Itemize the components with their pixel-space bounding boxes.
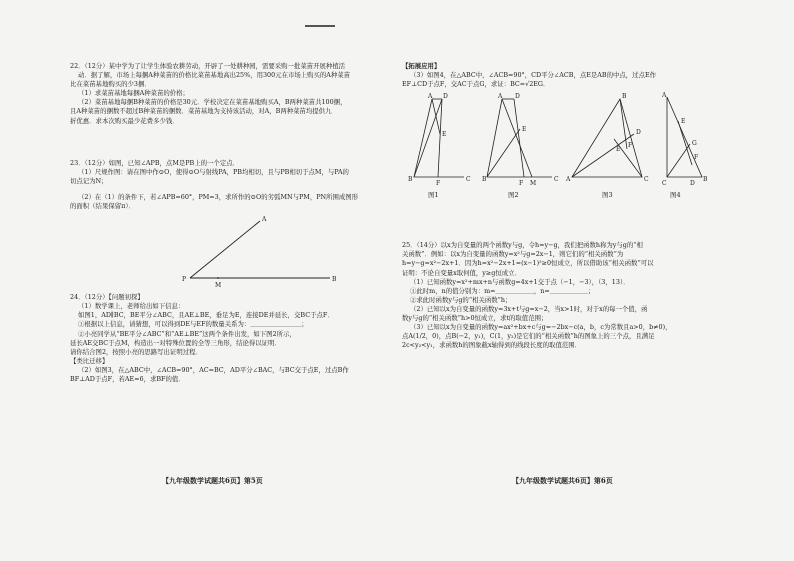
q25-line: （3）已知以x为自变量的函数y=ax²+bx+c与g=−2bx−c(a，b，c为常数且a>0，b≠0)， (410, 323, 672, 332)
svg-text:D: D (443, 93, 448, 101)
svg-text:B: B (622, 93, 627, 101)
question-24-extension (402, 62, 724, 89)
q24-line: ①根据以上信息，请猜想，可以得到DE与EF的数量关系为：＿＿＿＿＿＿＿＿； (78, 320, 308, 329)
question-23 (70, 159, 382, 211)
q23-line: （2）在（1）的条件下，若∠APB=60°，PM=3，求所作的⊙O的劣弧MN与PM，PN所围成图形 (78, 192, 359, 201)
q22-line: 且A种菜苗的捆数不超过B种菜苗的捆数．菜苗基地为支持该活动，对A，B两种菜苗均提供九 (70, 107, 332, 116)
svg-text:D: D (515, 93, 520, 101)
q24-line: ②小亮同学从“BE平分∠ABC”和“AE⊥BE”这两个条件出发，如下图2所示， (78, 329, 296, 338)
page-5 (70, 62, 382, 384)
figure-4 (661, 92, 708, 199)
q23-line: （1）尺规作图：请在图中作⊙O，使得⊙O与射线PA，PB均相切，且与PB相切于点M，与PA的 (78, 167, 349, 176)
q22-line: 折优惠．求本次购买最少花费多少钱． (70, 116, 179, 125)
q25-line: 25．（14分）以x为自变量的两个函数y与g，令h=y−g，我们把函数h称为y与g的“相 (402, 241, 643, 250)
q24-line: （1）数学课上，老师给出如下信息： (78, 302, 185, 311)
ray-pa (190, 221, 260, 278)
svg-text:E: E (442, 131, 447, 139)
svg-text:C: C (554, 176, 559, 184)
footer-page-5: 【九年级数学试题共6页】第5页 (162, 476, 263, 485)
point-m (217, 277, 219, 279)
q24-line: 【类比迁移】 (70, 356, 109, 365)
q24-line: 延长AE交BC于点M，构造出一对特殊位置的全等三角形，结论得以证明． (70, 338, 281, 347)
figure-2 (482, 93, 559, 199)
q25-line: h=y−g=x²−2x+1．因为h=x²−2x+1=(x−1)²≥0恒成立，所以借助该“相关函数”可以 (402, 259, 654, 268)
svg-text:F: F (628, 142, 633, 150)
q22-line: 动．据了解，市场上每捆A种菜苗的价格比菜苗基地高出25%，用300元在市场上购买的A种菜苗 (78, 71, 351, 80)
figure-3 (565, 93, 649, 199)
figures-row (402, 89, 724, 200)
q25-line: 点A(1/2，0)，点B(−2，y₁)，C(1，y₂)是它们的“相关函数”h的图象上的三个点，且满足 (402, 332, 655, 341)
q24-line: 如图1，AD∥BC，BE平分∠ABC，且AE⊥BE，垂足为E，连接DE并延长，交BC于点F． (78, 311, 334, 320)
svg-text:E: E (522, 126, 527, 134)
svg-text:F: F (519, 180, 524, 188)
ext-line: （3）如图4，在△ABC中，∠ACB=90°，CD平分∠ACB，点E是AB的中点，过点E作 (410, 71, 657, 80)
svg-text:C: C (466, 176, 471, 184)
label-p: P (182, 276, 187, 284)
fig4-caption: 图4 (670, 191, 681, 200)
q25-line: 关函数”．例如：以x为自变量的函数y=x²与g=2x−1，则它们的“相关函数”为 (402, 250, 624, 259)
svg-text:C: C (662, 180, 667, 188)
q23-line: 的面积（结果保留π）． (70, 202, 135, 211)
question-22 (70, 62, 382, 126)
q22-line: （2）菜苗基地每捆B种菜苗的价格是30元．学校决定在菜苗基地购买A，B两种菜苗共100捆， (78, 98, 347, 107)
q24-line: （2）如图3，在△ABC中，∠ACB=90°，AC=BC，AD平分∠BAC，与BC交于点E，过点B作 (78, 365, 349, 374)
svg-text:E: E (681, 118, 686, 126)
q24-line: 24．（12分）【问题初探】 (70, 293, 144, 302)
q23-line: 切点记为N； (70, 176, 108, 185)
page-6 (402, 62, 724, 350)
ext-line: EF⊥CD于点F，交AC于点G，求证：BC=√2EG． (402, 80, 550, 89)
svg-text:A: A (566, 176, 571, 184)
q22-line: （1）求菜苗基地每捆A种菜苗的价格； (78, 89, 189, 98)
svg-text:A: A (498, 93, 503, 101)
svg-text:B: B (703, 176, 708, 184)
q24-line: 请你结合图2，按照小亮的思路写出证明过程． (70, 347, 202, 356)
angle-apb-figure (70, 211, 382, 291)
q25-line: 数y与g的“相关函数”h>0恒成立，求t的取值范围； (402, 314, 548, 323)
q22-line: 22．（12分）某中学为了让学生体验农耕劳动，开辟了一处耕种园，需要采购一批菜苗开展种植活 (70, 62, 346, 70)
fig3-caption: 图3 (602, 191, 613, 200)
footer-page-6: 【九年级数学试题共6页】第6页 (512, 476, 613, 485)
fig1-caption: 图1 (428, 191, 439, 200)
figure-1 (408, 93, 471, 199)
label-m: M (215, 282, 222, 290)
scan-mark (305, 25, 335, 27)
svg-text:D: D (636, 129, 641, 137)
svg-text:A: A (662, 92, 667, 100)
q25-line: ②求此时函数y与g的“相关函数”h； (410, 295, 512, 304)
label-a: A (262, 216, 267, 224)
q22-line: 比在菜苗基地购买的少3捆． (70, 80, 151, 89)
svg-text:E: E (616, 146, 621, 154)
q24-line: BF⊥AD于点F，若AE=6，求BF的值． (70, 374, 185, 383)
svg-text:C: C (644, 176, 649, 184)
svg-text:B: B (408, 176, 413, 184)
q25-line: 证明：不论自变量x取何值，y≥g恒成立． (402, 268, 521, 277)
svg-text:M: M (530, 180, 537, 188)
svg-text:G: G (692, 140, 697, 148)
q25-line: 2c<y₂<y₁，求函数h的图象截x轴得到的线段长度的取值范围． (402, 341, 582, 350)
svg-text:F: F (436, 180, 441, 188)
svg-text:F: F (694, 154, 699, 162)
q23-line: 23．（12分）如图，已知∠APB，点M是PB上的一个定点． (70, 158, 239, 167)
label-b: B (332, 276, 337, 284)
svg-text:B: B (482, 176, 487, 184)
q25-line: （1）已知函数y=x²+mx+n与函数g=4x+1交于点（−1，−3），（3，13）． (410, 277, 630, 286)
svg-text:A: A (428, 93, 433, 101)
q25-line: ①此时m，n的值分别为：m=＿＿＿＿＿＿，n=＿＿＿＿＿＿； (410, 286, 595, 295)
question-25 (402, 241, 724, 350)
fig2-caption: 图2 (508, 191, 519, 200)
q25-line: （2）已知以x为自变量的函数y=3x+t与g=x−2，当x>1时，对于x的每一个值，函 (410, 304, 648, 313)
question-24 (70, 293, 382, 384)
ext-line: 【拓展应用】 (402, 62, 441, 70)
svg-text:D: D (690, 180, 695, 188)
